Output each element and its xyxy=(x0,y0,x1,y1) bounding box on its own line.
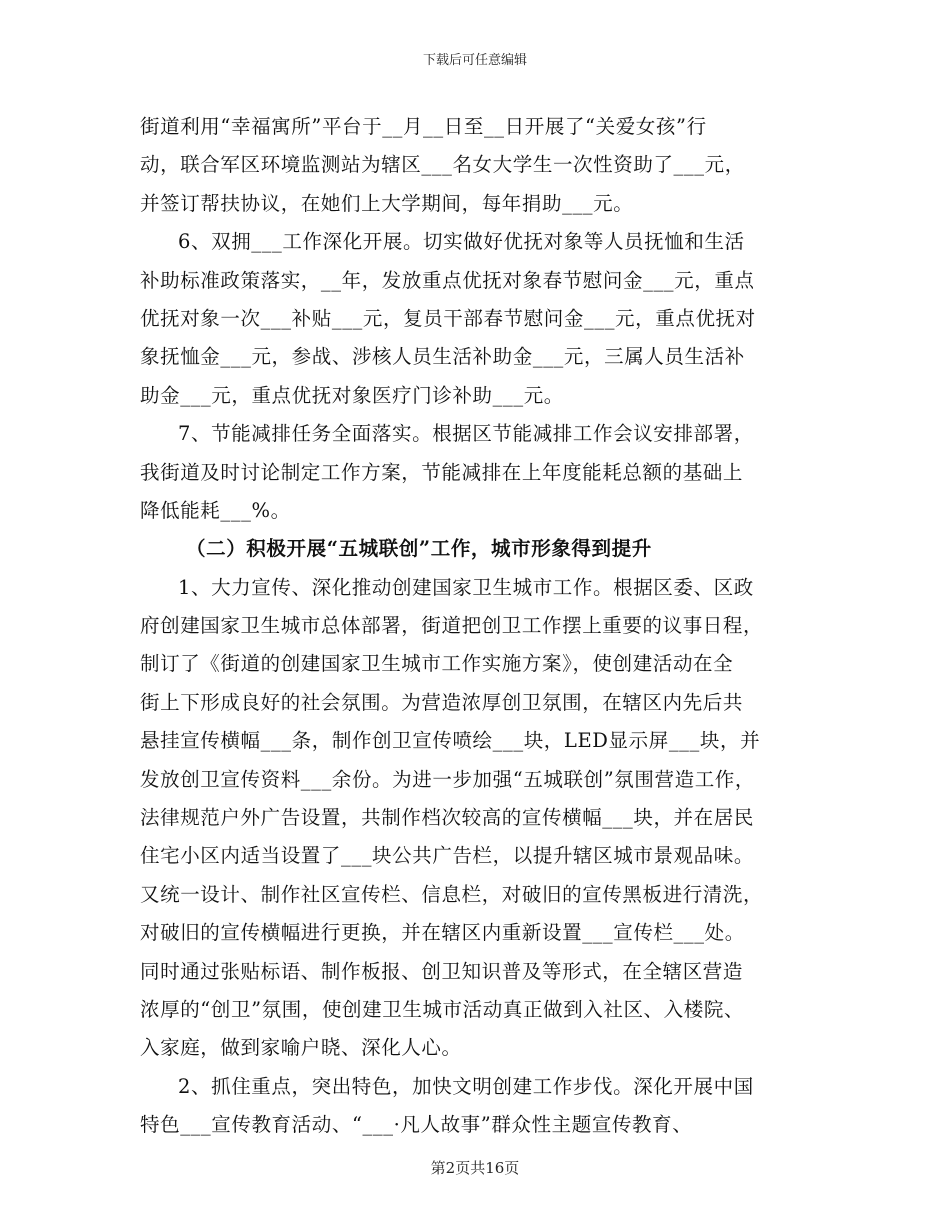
text-line: 对破旧的宣传横幅进行更换，并在辖区内重新设置___宣传栏___处。 xyxy=(140,921,745,945)
text-line: 发放创卫宣传资料___余份。为进一步加强“五城联创”氛围营造工作， xyxy=(140,767,755,791)
page-header: 下载后可任意编辑 xyxy=(422,53,527,68)
text-line: 7、节能减排任务全面落实。根据区节能减排工作会议安排部署， xyxy=(178,422,754,446)
text-line: 2、抓住重点，突出特色，加快文明创建工作步伐。深化开展中国 xyxy=(178,1074,754,1098)
text-line: 府创建国家卫生城市总体部署，街道把创卫工作摆上重要的议事日程， xyxy=(140,614,764,638)
text-line: 特色___宣传教育活动、“___·凡人故事”群众性主题宣传教育、 xyxy=(140,1113,693,1137)
text-line: 降低能耗___%。 xyxy=(140,498,291,522)
text-line: 又统一设计、制作社区宣传栏、信息栏，对破旧的宣传黑板进行清洗， xyxy=(140,882,764,906)
text-line: 我街道及时讨论制定工作方案，节能减排在上年度能耗总额的基础上 xyxy=(140,460,744,484)
text-line: 6、双拥___工作深化开展。切实做好优抚对象等人员抚恤和生活 xyxy=(178,230,745,254)
text-line: 街上下形成良好的社会氛围。为营造浓厚创卫氛围，在辖区内先后共 xyxy=(140,690,744,714)
text-line: 街道利用“幸福寓所”平台于__月__日至__日开展了“关爱女孩”行 xyxy=(140,115,707,138)
text-line: 浓厚的“创卫”氛围，使创建卫生城市活动真正做到入社区、入楼院、 xyxy=(140,997,745,1021)
text-line: 悬挂宣传横幅___条，制作创卫宣传喷绘___块，LED显示屏___块，并 xyxy=(140,729,761,753)
text-line: 补助标准政策落实，__年，发放重点优抚对象春节慰问金___元，重点 xyxy=(140,268,755,292)
section-heading: （二）积极开展“五城联创”工作，城市形象得到提升 xyxy=(186,537,652,561)
text-line: 助金___元，重点优抚对象医疗门诊补助___元。 xyxy=(140,383,564,407)
text-line: 法律规范户外广告设置，共制作档次较高的宣传横幅___块，并在居民 xyxy=(140,806,754,830)
text-line: 同时通过张贴标语、制作板报、创卫知识普及等形式，在全辖区营造 xyxy=(140,959,744,983)
text-line: 入家庭，做到家喻户晓、深化人心。 xyxy=(140,1036,462,1060)
text-line: 制订了《街道的创建国家卫生城市工作实施方案》，使创建活动在全 xyxy=(140,652,734,676)
text-line: 象抚恤金___元，参战、涉核人员生活补助金___元，三属人员生活补 xyxy=(140,345,745,369)
text-line: 住宅小区内适当设置了___块公共广告栏，以提升辖区城市景观品味。 xyxy=(140,844,754,868)
page-footer: 第2页共16页 xyxy=(430,1159,520,1177)
text-line: 1、大力宣传、深化推动创建国家卫生城市工作。根据区委、区政 xyxy=(178,575,754,599)
text-line: 优抚对象一次___补贴___元，复员干部春节慰问金___元，重点优抚对 xyxy=(140,306,756,330)
document-body xyxy=(140,108,830,1145)
text-line: 并签订帮扶协议，在她们上大学期间，每年捐助___元。 xyxy=(140,191,634,215)
text-line: 动，联合军区环境监测站为辖区___名女大学生一次性资助了___元， xyxy=(140,153,745,177)
